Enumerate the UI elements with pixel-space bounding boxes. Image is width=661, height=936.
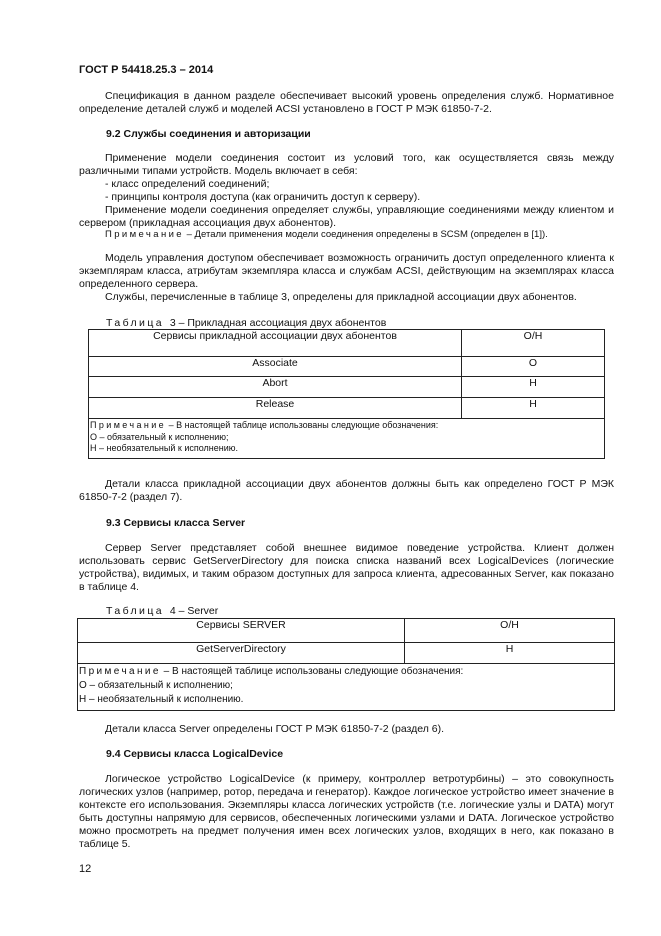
section-9-4-heading: 9.4 Сервисы класса LogicalDevice	[106, 748, 284, 760]
paragraph-table3-details	[79, 478, 614, 504]
note-line: Н – необязательный к исполнению.	[79, 694, 244, 705]
note-label: Примечание	[105, 229, 184, 241]
section-9-2-body-2	[79, 252, 614, 304]
table-header-row	[89, 330, 605, 357]
paragraph-text: Детали класса прикладной ассоциации двух абонентов должны быть как определено ГОСТ Р МЭК 61850-7-2 (раздел 7).	[79, 478, 614, 503]
note-text: – Детали применения модели соединения определены в SCSM (определен в [1]).	[184, 229, 548, 241]
table-header-row	[78, 619, 615, 643]
caption-number: 3	[169, 317, 176, 329]
caption-number: 4	[169, 605, 176, 617]
caption-word: Таблица	[106, 605, 164, 617]
table-cell: Abort	[89, 377, 462, 398]
table-cell: Release	[89, 398, 462, 419]
page-number: 12	[79, 863, 92, 875]
table-note	[89, 419, 605, 459]
note-line: Н – необязательный к исполнению.	[90, 443, 239, 453]
note-text: – В настоящей таблице использованы следующие обозначения:	[166, 420, 439, 430]
caption-title: – Server	[175, 605, 219, 617]
section-9-4-body	[79, 773, 614, 850]
table-row	[89, 377, 605, 398]
paragraph-server-details	[79, 723, 614, 736]
list-item: - класс определений соединений;	[105, 177, 270, 190]
table-cell: Н	[405, 643, 615, 664]
paragraph-text: Применение модели соединения определяет службы, управляющие соединениями между клиентом и сервером (прикладная ассоциация двух абонентов).	[79, 203, 614, 229]
table-cell: О	[462, 357, 605, 377]
paragraph-text: Детали класса Server определены ГОСТ Р МЭК 61850-7-2 (раздел 6).	[105, 723, 445, 735]
note-line: О – обязательный к исполнению;	[79, 680, 233, 691]
table-note-row	[78, 664, 615, 711]
table-header-cell: Сервисы прикладной ассоциации двух абонентов	[89, 330, 462, 357]
paragraph-text: Спецификация в данном разделе обеспечивает высокий уровень определения служб. Нормативное определение деталей служб и моделей ACSI установлено в ГОСТ Р МЭК 61850-7-2.	[79, 90, 614, 115]
paragraph-text: Применение модели соединения состоит из условий того, как осуществляется связь между различными типами устройств. Модель включает в себя:	[79, 152, 614, 177]
section-9-2-heading: 9.2 Службы соединения и авторизации	[106, 128, 311, 140]
note-line	[90, 420, 604, 432]
paragraph-text: Модель управления доступом обеспечивает возможность ограничить доступ определенного клиента к экземплярам класса, атрибутам экземпляра класса и службам ACSI, действующим на экземплярах класса определенного сервера.	[79, 252, 614, 290]
section-9-3-heading: 9.3 Сервисы класса Server	[106, 517, 246, 529]
table-cell: GetServerDirectory	[78, 643, 405, 664]
table-header-cell: Сервисы SERVER	[78, 619, 405, 643]
table-row	[89, 398, 605, 419]
paragraph-intro	[79, 90, 614, 116]
table-4-caption	[106, 605, 218, 617]
paragraph-text: Сервер Server представляет собой внешнее видимое поведение устройства. Клиент должен использовать сервис GetServerDirectory для поиска списка названий всех LogicalDevices (логические устройства), видимых, и таким образом доступных для запроса клиента, адресованных Server, как показано в таблице 4.	[79, 542, 614, 593]
section-9-3-body	[79, 542, 614, 594]
table-row	[89, 357, 605, 377]
note-line	[79, 665, 614, 679]
table-4	[77, 618, 615, 711]
table-header-cell: О/Н	[405, 619, 615, 643]
paragraph-text: Службы, перечисленные в таблице 3, определены для прикладной ассоциации двух абонентов.	[105, 290, 577, 303]
table-3	[88, 329, 605, 459]
table-note	[78, 664, 615, 711]
table-row	[78, 643, 615, 664]
table-note-row	[89, 419, 605, 459]
note-line: О – обязательный к исполнению;	[90, 431, 229, 442]
table-header-cell: О/Н	[462, 330, 605, 357]
table-cell: Н	[462, 398, 605, 419]
note-text: – В настоящей таблице использованы следующие обозначения:	[160, 666, 464, 677]
table-3-caption	[106, 317, 386, 329]
table-cell: Н	[462, 377, 605, 398]
paragraph-text: Логическое устройство LogicalDevice (к примеру, контроллер ветротурбины) – это совокупность логических узлов (например, ротор, передача и генератор). Каждое логическое устройство имеет значение в контексте его использования. Экземпляры класса логических устройств (т.е. логические узлы и DATA) могут быть доступны напрямую для сервисов, обеспеченных логическими узлами и DATA. Логическое устройство можно просмотреть на предмет получения имен всех логических узлов, входящих в него, как показано в таблице 5.	[79, 773, 614, 850]
caption-title: – Прикладная ассоциация двух абонентов	[175, 317, 387, 329]
section-9-2-body	[79, 152, 614, 242]
caption-word: Таблица	[106, 317, 164, 329]
document-header: ГОСТ Р 54418.25.3 – 2014	[79, 64, 214, 76]
note-label: Примечание	[90, 420, 167, 430]
list-item: - принципы контроля доступа (как ограничить доступ к серверу).	[105, 190, 421, 203]
note-label: Примечание	[79, 666, 161, 677]
table-cell: Associate	[89, 357, 462, 377]
note	[79, 229, 614, 242]
